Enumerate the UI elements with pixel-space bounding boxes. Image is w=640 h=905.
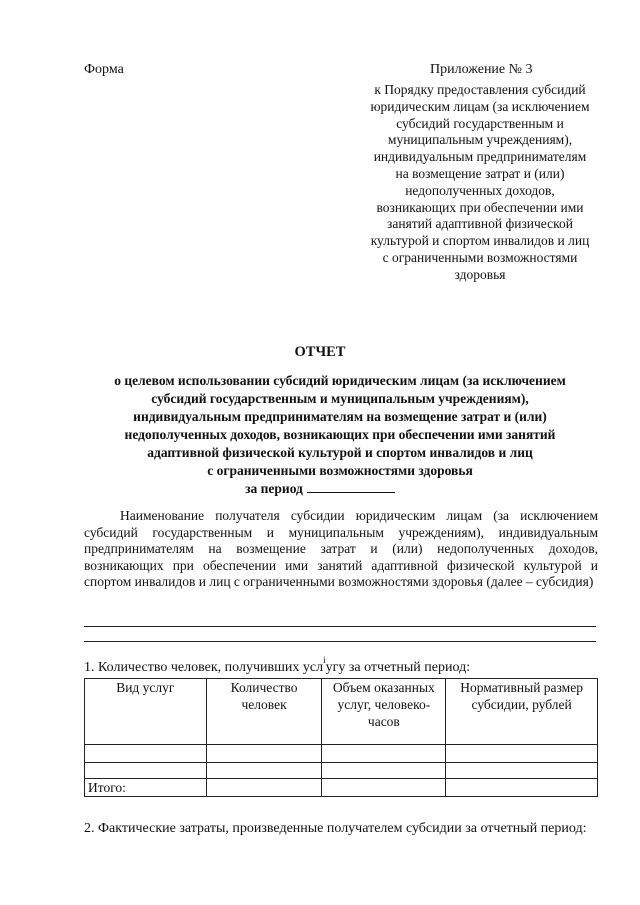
section-1-text: угу за отчетный период: [325, 660, 471, 675]
table-header-row [85, 679, 598, 745]
services-table [84, 678, 598, 797]
subtitle-line: адаптивной физической культурой и спортом инвалидов и лиц [147, 445, 533, 460]
subtitle-line: с ограниченными возможностями здоровья [207, 463, 473, 478]
table-row [85, 763, 598, 779]
table-cell[interactable] [206, 779, 322, 797]
report-period [0, 480, 640, 497]
table-cell[interactable] [85, 763, 207, 779]
col-header-subsidy-norm: Нормативный размер субсидии, рублей [446, 679, 598, 745]
col-header-service-type: Вид услуг [85, 679, 207, 745]
subtitle-line: о целевом использовании субсидий юридическим лицам (за исключением [114, 373, 566, 388]
appendix-line: недополученных доходов, [405, 182, 555, 198]
appendix-line: к Порядку предоставления субсидий [374, 82, 586, 97]
appendix-line: здоровья [454, 266, 506, 282]
recipient-paragraph: Наименование получателя субсидии юридическим лицам (за исключением субсидий государственным и муниципальным учреждениям), индивидуальным предпринимателям на возмещение затрат и (или) недополученных доходов, возникающих при обеспечении ими занятий адаптивной физической культурой и спортом инвалидов и лиц с ограниченными возможностями здоровья (далее – субсидия) [84, 508, 598, 590]
appendix-line: с ограниченными возможностями [382, 249, 578, 265]
table-cell[interactable] [322, 779, 446, 797]
table-row [85, 745, 598, 763]
appendix-line: возникающих при обеспечении ими [376, 199, 584, 215]
subtitle-line: субсидий государственным и муниципальным учреждениям), [151, 391, 529, 406]
table-cell[interactable] [206, 763, 322, 779]
subtitle-line: недополученных доходов, возникающих при обеспечении ими занятий [124, 427, 556, 442]
table-cell[interactable] [446, 745, 598, 763]
appendix-title: Приложение № 3 [430, 62, 533, 77]
section-2-heading: 2. Фактические затраты, произведенные получателем субсидии за отчетный период: [84, 821, 587, 836]
appendix-description [330, 82, 630, 284]
section-1-tick: i [323, 655, 326, 665]
form-label: Форма [84, 62, 124, 77]
period-label: за период [245, 481, 303, 496]
appendix-line: муниципальным учреждениям), [387, 132, 573, 148]
col-header-people-count: Количество человек [206, 679, 322, 745]
recipient-name-line[interactable] [84, 626, 596, 627]
report-subtitle [60, 372, 620, 480]
appendix-line: занятий адаптивной физической [387, 216, 573, 232]
appendix-line: субсидий государственным и [396, 115, 564, 131]
table-cell[interactable] [206, 745, 322, 763]
table-cell[interactable] [85, 745, 207, 763]
table-total-row [85, 779, 598, 797]
period-blank-field[interactable] [307, 480, 395, 493]
total-label: Итого: [85, 779, 207, 797]
subtitle-line: индивидуальным предпринимателям на возмещение затрат и (или) [133, 409, 547, 424]
table-cell[interactable] [446, 763, 598, 779]
report-title: ОТЧЕТ [294, 344, 346, 360]
appendix-line: культурой и спортом инвалидов и лиц [370, 233, 590, 249]
table-cell[interactable] [446, 779, 598, 797]
appendix-line: юридическим лицам (за исключением [370, 98, 590, 114]
section-1-text: 1. Количество человек, получивших усл [84, 660, 324, 675]
appendix-line: индивидуальным предпринимателям [373, 149, 587, 165]
recipient-name-line[interactable] [84, 641, 596, 642]
appendix-line: на возмещение затрат и (или) [395, 165, 565, 181]
col-header-service-volume: Объем оказанных услуг, человеко-часов [322, 679, 446, 745]
section-1-heading [84, 655, 471, 676]
table-cell[interactable] [322, 745, 446, 763]
table-cell[interactable] [322, 763, 446, 779]
